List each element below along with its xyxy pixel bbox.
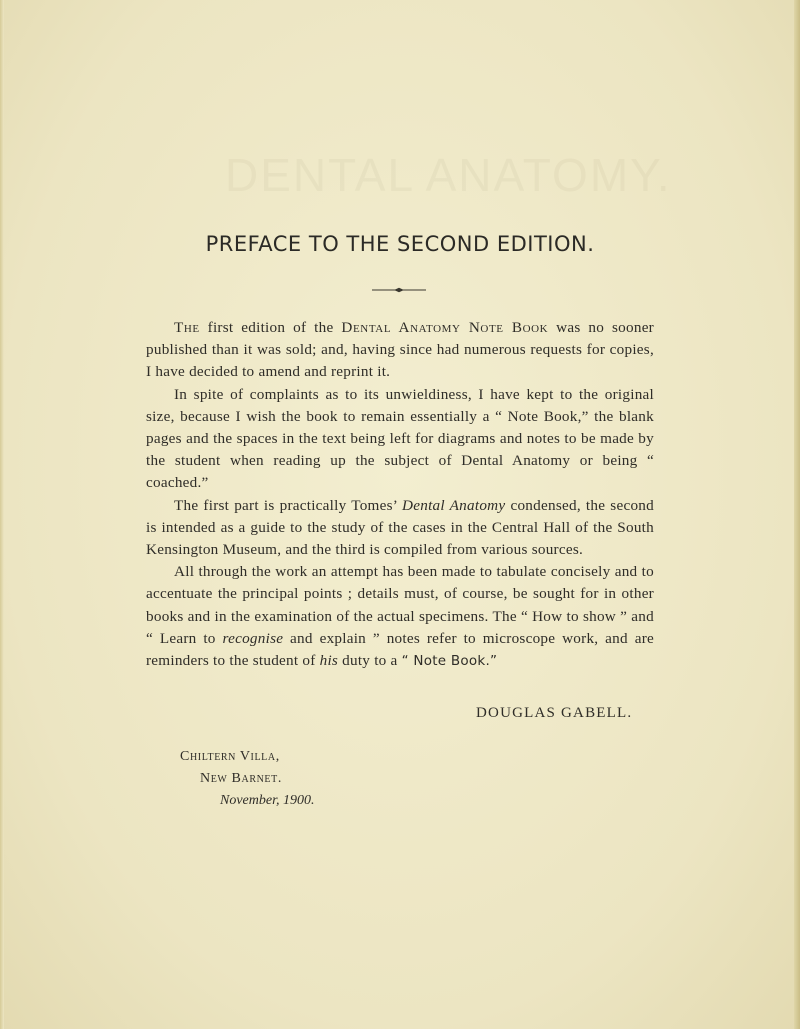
author-signature: DOUGLAS GABELL. — [476, 705, 633, 721]
italic-his: his — [319, 652, 339, 670]
paragraph-3-text-b: condensed, the second is intended as a guide to the study of the cases in the Central Hall of the South Kensington Museum, and the third is compiled from various sources. — [146, 496, 654, 559]
page-left-edge — [0, 0, 4, 1029]
page-right-edge — [794, 0, 800, 1029]
paragraph-4 — [146, 561, 654, 672]
preface-body — [146, 317, 654, 672]
paragraph-4-text-b: and explain ” notes refer to microscope work, and are reminders to the student of — [146, 629, 654, 670]
paragraph-1 — [146, 317, 654, 384]
paragraph-1-text-b: was no sooner published than it was sold; and, having since had numerous requests for copies, I have decided to amend and reprint it. — [146, 319, 654, 381]
address-line-2: New Barnet. — [200, 771, 282, 786]
address-date: November, 1900. — [220, 793, 315, 808]
italic-recognise: recognise — [222, 629, 284, 647]
note-book-phrase: “ Note Book.” — [401, 653, 498, 670]
italic-title: Dental Anatomy — [402, 496, 506, 514]
paragraph-1-text-a: first edition of the — [199, 319, 342, 336]
book-title: Dental Anatomy Note Book — [341, 319, 549, 336]
address-line-1: Chiltern Villa, — [180, 749, 280, 764]
paragraph-4-text-c: duty to a — [338, 652, 402, 670]
show-through-title: DENTAL ANATOMY. — [225, 149, 672, 201]
paragraph-2: In spite of complaints as to its unwieldiness, I have kept to the original size, because I wish the book to remain essentially a “ Note Book,” the blank pages and the spaces in the text being left for diagrams and notes to be made by the student when reading up the subject of Dental Anatomy or being “ coached.” — [146, 385, 654, 492]
author-address — [180, 746, 315, 812]
page-title: PREFACE TO THE SECOND EDITION. — [205, 232, 595, 256]
paragraph-3-text-a: The first part is practically Tomes’ — [174, 496, 403, 514]
paragraph-3 — [146, 495, 654, 562]
paragraph-1-lead: The — [174, 319, 200, 336]
paragraph-4-text-a: All through the work an attempt has been made to tabulate concisely and to accentuate the principal points ; details must, of course, be sought for in other books and in the examination of the actual specimens. The “ How to show ” and “ Learn to — [146, 563, 654, 647]
ornament-divider-icon — [372, 287, 426, 293]
